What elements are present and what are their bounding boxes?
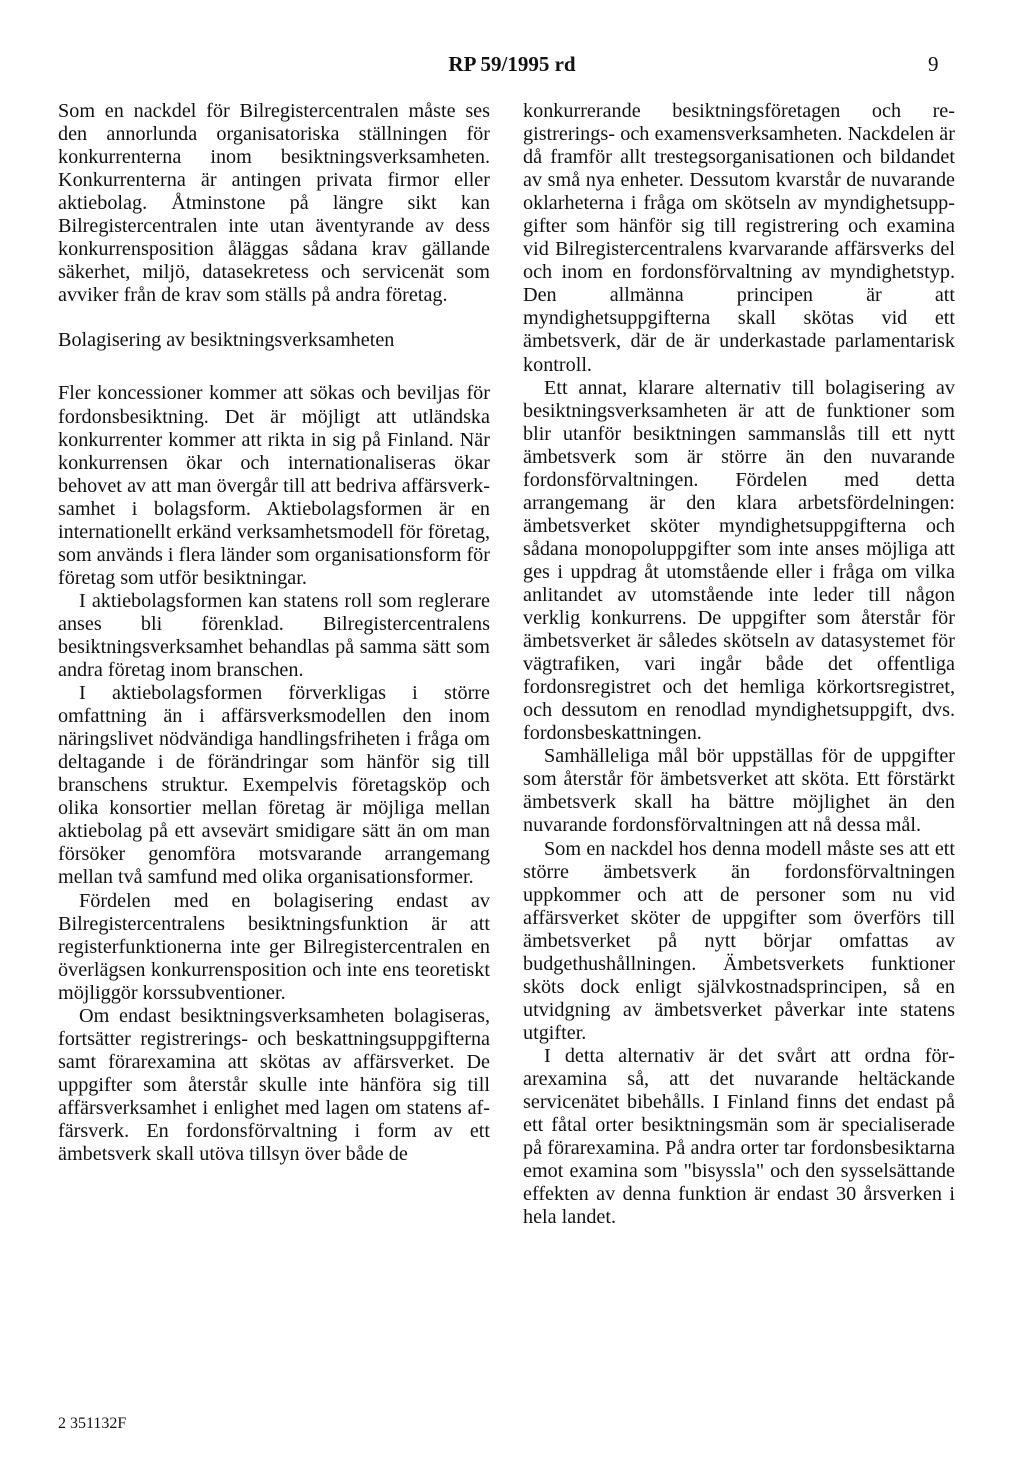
paragraph: Fördelen med en bolagisering endast av Bilregistercentralens besiktningsfunktion är att registerfunktionerna inte ger Bilregistercentralen en överlägsen konkurrensposition och inte ens teoretiskt möjliggör korssubventioner. (58, 889, 490, 1004)
paragraph: Fler koncessioner kommer att sökas och beviljas för fordonsbesiktning. Det är möjligt att utländska konkurrenter kommer att rikta in sig på Finland. När konkurrensen ökar och internationaliseras ökar behovet av att man övergår till att bedriva affärsverksamhet i bolagsform. Aktiebolagsformen är en internationellt erkänd verksamhetsmodell för företag, som används i flera länder som organisationsform för företag som utför besiktningar. (58, 382, 490, 589)
paragraph: I detta alternativ är det svårt att ordna förarexamina så, att det nuvarande heltäckande servicenätet bibehålls. I Finland finns det endast på ett fåtal orter besiktningsmän som är specialiserade på förarexamina. På andra orter tar fordonsbesiktarna emot examina som "bisyssla" och den sysselsättande effekten av denna funktion är endast 30 årsverken i hela landet. (523, 1044, 955, 1229)
paragraph: Som en nackdel hos denna modell måste ses att ett större ämbetsverk än fordonsförvaltningen uppkommer och att de personer som nu vid affärsverket sköter de uppgifter som överförs till ämbetsverket på nytt börjar omfattas av budgethushållningen. Ämbetsverkets funktioner sköts dock enligt självkostnadsprincipen, så en utvidgning av ämbetsverket påverkar inte statens utgifter. (523, 837, 955, 1044)
page-number: 9 (928, 52, 939, 76)
section-heading: Bolagisering av besiktningsverksamheten (58, 329, 395, 352)
footer-code: 2 351132F (58, 1415, 127, 1432)
paragraph: Ett annat, klarare alternativ till bolagisering av besiktningsverksamheten är att de funktioner som blir utanför besiktningen sammanslås till ett nytt ämbetsverk som är större än den nuvarande fordonsförvaltningen. Fördelen med detta arrangemang är den klara arbetsfördelningen: ämbetsverket sköter myndighetsuppgifterna och sådana monopoluppgifter som inte anses möjliga att ges i uppdrag åt utomstående eller i fråga om vilka anlitandet av utomstående inte leder till någon verklig konkurrens. De uppgifter som återstår för ämbetsverket är således skötseln av datasystemet för vägtrafiken, vari ingår både det offentliga fordonsregistret och det hemliga körkortsregistret, och dessutom en renodlad myndighetsuppgift, dvs. fordonsbeskattningen. (523, 376, 955, 745)
page-header-title: RP 59/1995 rd (448, 52, 576, 76)
paragraph: Samhälleliga mål bör uppställas för de uppgifter som återstår för ämbetsverket att sköta. Ett förstärkt ämbetsverk skall ha bättre möjlighet än den nuvarande fordonsförvaltningen att nå dessa mål. (523, 745, 955, 837)
paragraph: Om endast besiktningsverksamheten bolagiseras, fortsätter registrerings- och beskattningsuppgifterna samt förarexamina att skötas av affärsverket. De uppgifter som återstår skulle inte hänföra sig till affärsverksamhet i enlighet med lagen om statens affärsverk. En fordonsförvaltning i form av ett ämbetsverk skall utöva tillsyn över både de (58, 1004, 490, 1166)
right-column (523, 100, 955, 1229)
paragraph: Som en nackdel för Bilregistercentralen måste ses den annorlunda organisatoriska ställningen för konkurrenterna inom besiktningsverksamheten. Konkurrenterna är antingen privata firmor eller aktiebolag. Åtminstone på längre sikt kan Bilregistercentralen inte utan äventyrande av dess konkurrensposition åläggas sådana krav gällande säkerhet, miljö, datasekretess och servicenät som avviker från de krav som ställs på andra företag. (58, 100, 490, 307)
paragraph: I aktiebolagsformen kan statens roll som reglerare anses bli förenklad. Bilregistercentralens besiktningsverksamhet behandlas på samma sätt som andra företag inom branschen. (58, 589, 490, 682)
paragraph: I aktiebolagsformen förverkligas i större omfattning än i affärsverksmodellen den inom näringslivet nödvändiga handlingsfriheten i fråga om deltagande i de förändringar som hänför sig till branschens struktur. Exempelvis företagsköp och olika konsortier mellan företag är möjliga mellan aktiebolag på ett avsevärt smidigare sätt än om man försöker genomföra motsvarande arrangemang mellan två samfund med olika organisationsformer. (58, 682, 490, 889)
left-column (58, 100, 490, 1166)
paragraph: konkurrerande besiktningsföretagen och registrerings- och examensverksamheten. Nackdelen är då framför allt trestegsorganisationen och bildandet av små nya enheter. Dessutom kvarstår de nuvarande oklarheterna i fråga om skötseln av myndighetsuppgifter som hänför sig till registrering och examina vid Bilregistercentralens kvarvarande affärsverks del och inom en fordonsförvaltning av myndighetstyp. Den allmänna principen är att myndighetsuppgifterna skall skötas vid ett ämbetsverk, där de är underkastade parlamentarisk kontroll. (523, 100, 955, 376)
